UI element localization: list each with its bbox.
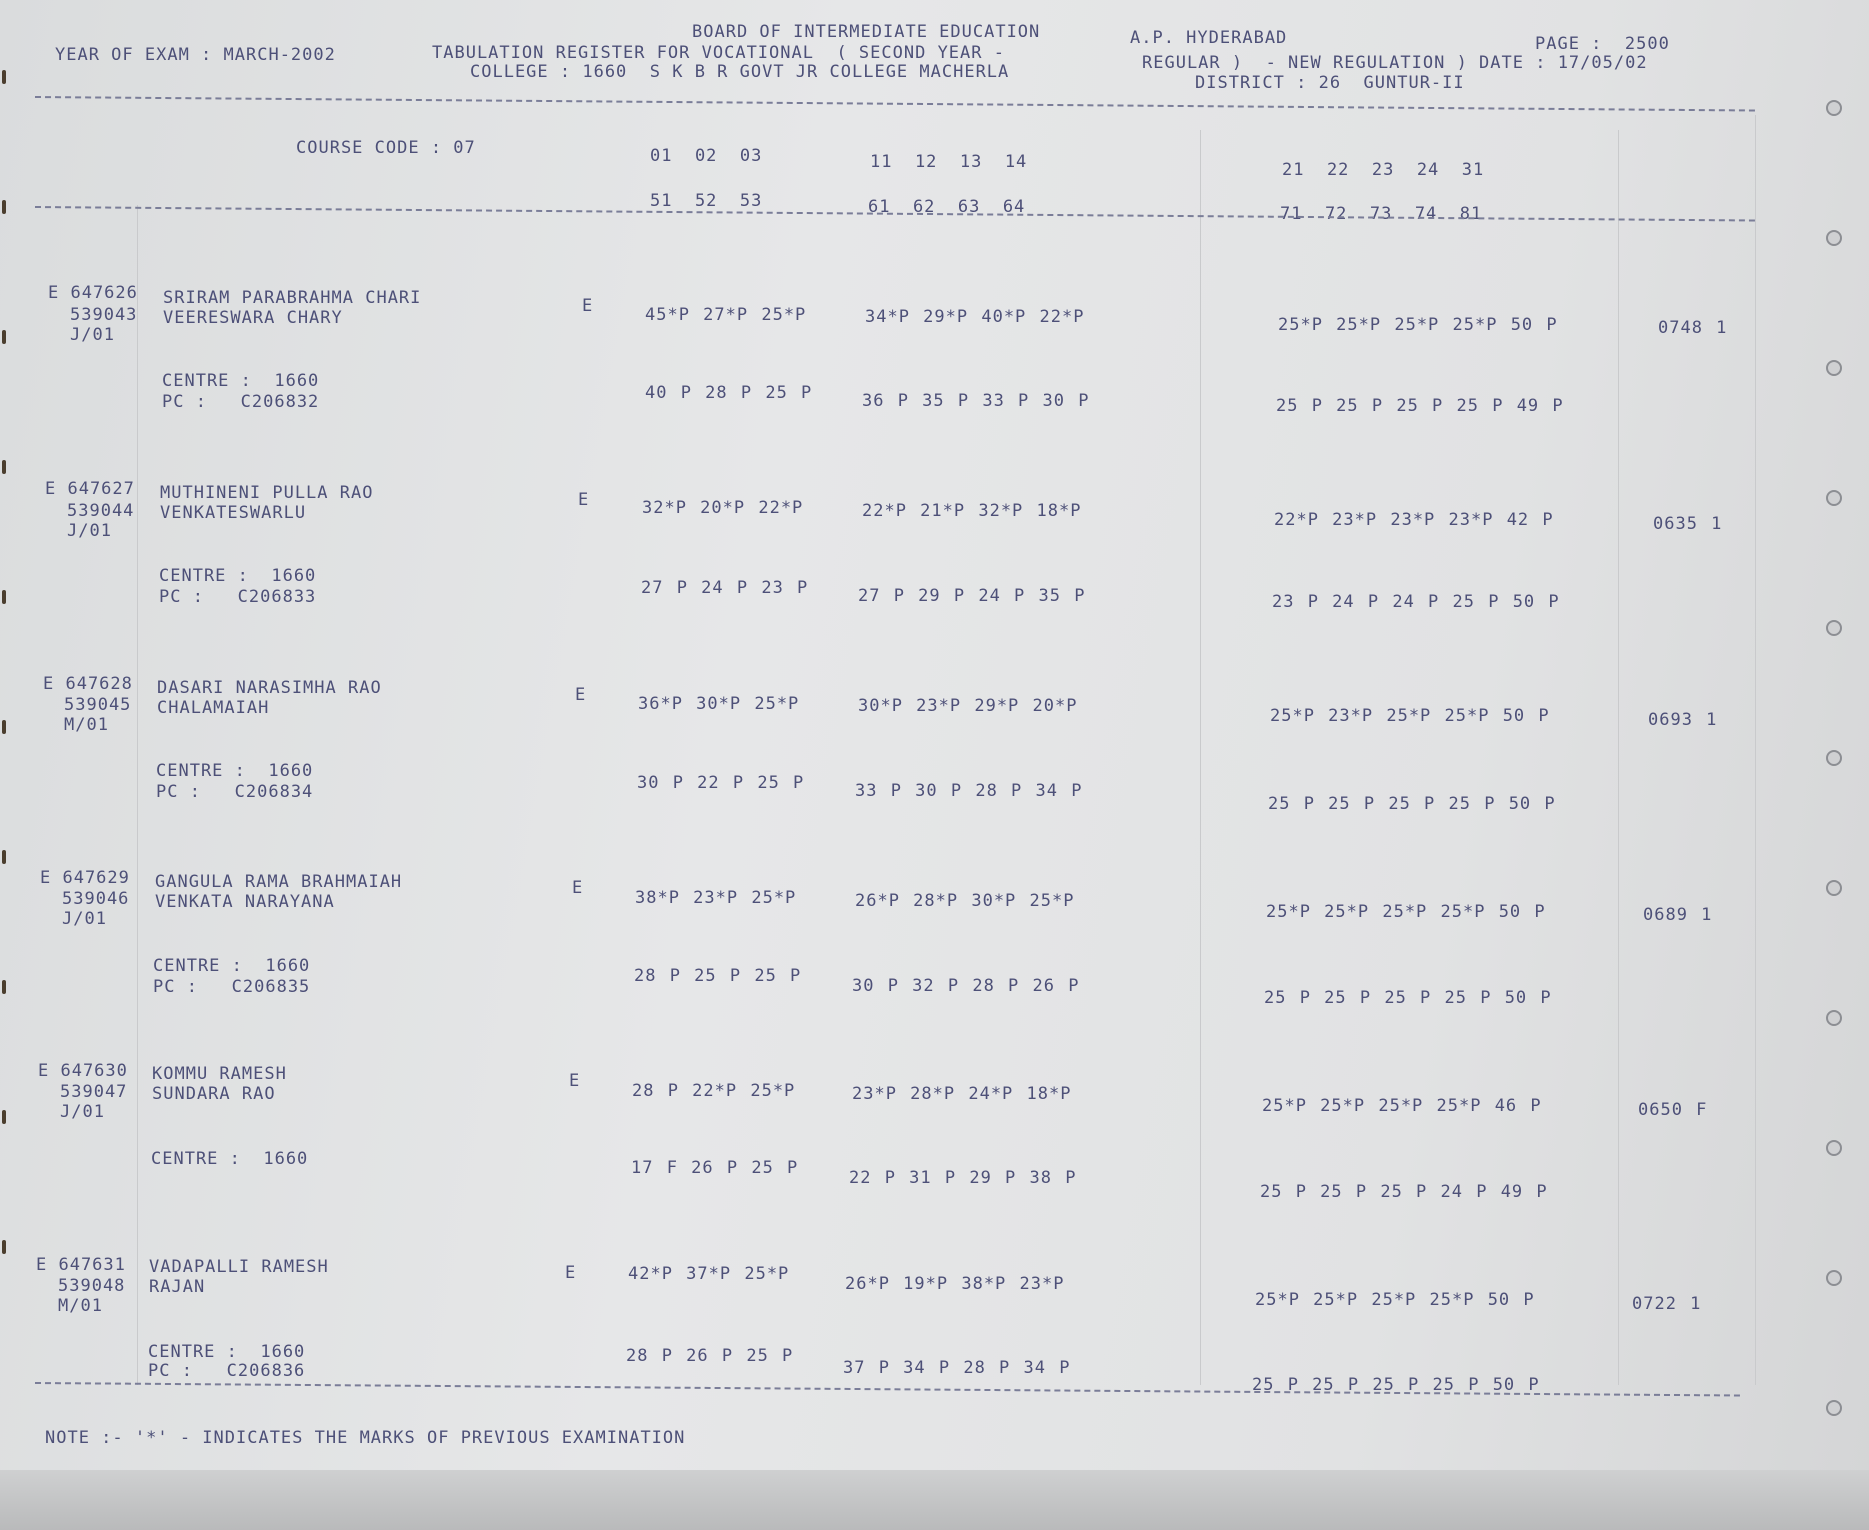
register-no: 539044 xyxy=(67,501,135,521)
header-divider xyxy=(35,96,1755,112)
total-and-result: 0693 1 xyxy=(1648,710,1718,730)
punch-hole xyxy=(1826,360,1842,376)
marks-row-1-g1: 45*P 27*P 25*P xyxy=(645,305,807,325)
marks-row-2-g3: 25 P 25 P 25 P 25 P 50 P xyxy=(1264,988,1552,1008)
punch-hole xyxy=(1826,100,1842,116)
pc-code: PC : C206833 xyxy=(159,587,317,607)
father-name: SUNDARA RAO xyxy=(152,1084,276,1104)
centre-code: CENTRE : 1660 xyxy=(153,956,311,976)
hall-ticket-no: E 647629 xyxy=(40,868,130,888)
column-rule xyxy=(1618,130,1619,1385)
group-code: J/01 xyxy=(70,325,115,345)
register-no: 539046 xyxy=(62,889,130,909)
total-and-result: 0650 F xyxy=(1638,1100,1708,1120)
course-code: COURSE CODE : 07 xyxy=(296,138,476,158)
marks-row-2-g1: 40 P 28 P 25 P xyxy=(645,383,813,403)
hall-ticket-no: E 647626 xyxy=(48,283,138,303)
marks-row-2-g3: 25 P 25 P 25 P 25 P 50 P xyxy=(1252,1375,1540,1395)
binding-mark xyxy=(2,850,6,864)
group-code: J/01 xyxy=(62,909,107,929)
centre-code: CENTRE : 1660 xyxy=(156,761,314,781)
student-name: GANGULA RAMA BRAHMAIAH xyxy=(155,872,403,892)
column-rule xyxy=(137,205,138,1385)
binding-mark xyxy=(2,70,6,84)
page-number: PAGE : 2500 xyxy=(1535,34,1670,54)
marks-row-2-g3: 25 P 25 P 25 P 25 P 49 P xyxy=(1276,396,1564,416)
register-no: 539043 xyxy=(70,305,138,325)
binding-mark xyxy=(2,720,6,734)
marks-row-1-g2: 23*P 28*P 24*P 18*P xyxy=(852,1084,1072,1104)
marks-row-1-g1: 42*P 37*P 25*P xyxy=(628,1264,790,1284)
register-no: 539047 xyxy=(60,1082,128,1102)
centre-code: CENTRE : 1660 xyxy=(148,1342,306,1362)
board-city: A.P. HYDERABAD xyxy=(1130,28,1288,48)
subject-codes-6: 71 72 73 74 81 xyxy=(1280,204,1483,224)
subject-codes-4: 51 52 53 xyxy=(650,191,763,211)
punch-hole xyxy=(1826,750,1842,766)
binding-mark xyxy=(2,980,6,994)
marks-row-1-g2: 22*P 21*P 32*P 18*P xyxy=(862,501,1082,521)
marks-row-1-g2: 34*P 29*P 40*P 22*P xyxy=(865,307,1085,327)
marks-row-2-g1: 27 P 24 P 23 P xyxy=(641,578,809,598)
group-code: J/01 xyxy=(67,521,112,541)
father-name: CHALAMAIAH xyxy=(157,698,270,718)
marks-row-2-g2: 27 P 29 P 24 P 35 P xyxy=(858,586,1086,606)
marks-row-1-g1: 32*P 20*P 22*P xyxy=(642,498,804,518)
marks-row-1-g3: 25*P 25*P 25*P 25*P 46 P xyxy=(1262,1096,1542,1116)
subject-codes-5: 61 62 63 64 xyxy=(868,197,1026,217)
punch-hole xyxy=(1826,1270,1842,1286)
hall-ticket-no: E 647627 xyxy=(45,479,135,499)
marks-row-2-g3: 25 P 25 P 25 P 25 P 50 P xyxy=(1268,794,1556,814)
binding-mark xyxy=(2,1110,6,1124)
punch-hole xyxy=(1826,490,1842,506)
marks-row-2-g1: 30 P 22 P 25 P xyxy=(637,773,805,793)
student-name: KOMMU RAMESH xyxy=(152,1064,287,1084)
page-bottom-shadow xyxy=(0,1470,1869,1530)
binding-mark xyxy=(2,460,6,474)
marks-row-1-g3: 25*P 23*P 25*P 25*P 50 P xyxy=(1270,706,1550,726)
punch-hole xyxy=(1826,1400,1842,1416)
punch-hole xyxy=(1826,230,1842,246)
student-name: VADAPALLI RAMESH xyxy=(149,1257,329,1277)
binding-mark xyxy=(2,590,6,604)
medium: E xyxy=(565,1263,577,1283)
hall-ticket-no: E 647631 xyxy=(36,1255,126,1275)
punch-hole xyxy=(1826,1010,1842,1026)
total-and-result: 0635 1 xyxy=(1653,514,1723,534)
medium: E xyxy=(578,490,590,510)
marks-row-1-g2: 26*P 19*P 38*P 23*P xyxy=(845,1274,1065,1294)
hall-ticket-no: E 647628 xyxy=(43,674,133,694)
marks-row-1-g1: 38*P 23*P 25*P xyxy=(635,888,797,908)
group-code: M/01 xyxy=(58,1296,103,1316)
pc-code: PC : C206835 xyxy=(153,977,311,997)
pc-code: PC : C206834 xyxy=(156,782,314,802)
centre-code: CENTRE : 1660 xyxy=(159,566,317,586)
marks-row-2-g3: 25 P 25 P 25 P 24 P 49 P xyxy=(1260,1182,1548,1202)
marks-row-2-g2: 37 P 34 P 28 P 34 P xyxy=(843,1358,1071,1378)
binding-mark xyxy=(2,200,6,214)
medium: E xyxy=(582,296,594,316)
column-rule xyxy=(1200,130,1201,1385)
marks-row-2-g2: 33 P 30 P 28 P 34 P xyxy=(855,781,1083,801)
marks-row-1-g2: 30*P 23*P 29*P 20*P xyxy=(858,696,1078,716)
total-and-result: 0748 1 xyxy=(1658,318,1728,338)
year-of-exam: YEAR OF EXAM : MARCH-2002 xyxy=(55,45,336,65)
marks-row-2-g2: 36 P 35 P 33 P 30 P xyxy=(862,391,1090,411)
column-rule xyxy=(1755,115,1756,1385)
total-and-result: 0722 1 xyxy=(1632,1294,1702,1314)
subject-codes-2: 11 12 13 14 xyxy=(870,152,1028,172)
marks-row-2-g1: 28 P 25 P 25 P xyxy=(634,966,802,986)
subject-codes-1: 01 02 03 xyxy=(650,146,763,166)
medium: E xyxy=(572,878,584,898)
centre-code: CENTRE : 1660 xyxy=(151,1149,309,1169)
father-name: RAJAN xyxy=(149,1277,206,1297)
marks-row-2-g2: 30 P 32 P 28 P 26 P xyxy=(852,976,1080,996)
total-and-result: 0689 1 xyxy=(1643,905,1713,925)
hall-ticket-no: E 647630 xyxy=(38,1061,128,1081)
register-title: TABULATION REGISTER FOR VOCATIONAL ( SECOND YEAR - xyxy=(432,43,1005,63)
group-code: J/01 xyxy=(60,1102,105,1122)
register-no: 539045 xyxy=(64,695,132,715)
punch-hole xyxy=(1826,880,1842,896)
student-name: MUTHINENI PULLA RAO xyxy=(160,483,374,503)
marks-row-2-g1: 17 F 26 P 25 P xyxy=(631,1158,799,1178)
marks-row-2-g2: 22 P 31 P 29 P 38 P xyxy=(849,1168,1077,1188)
marks-row-1-g3: 22*P 23*P 23*P 23*P 42 P xyxy=(1274,510,1554,530)
student-name: DASARI NARASIMHA RAO xyxy=(157,678,382,698)
marks-row-2-g1: 28 P 26 P 25 P xyxy=(626,1346,794,1366)
pc-code: PC : C206836 xyxy=(148,1361,306,1381)
medium: E xyxy=(575,685,587,705)
subject-codes-3: 21 22 23 24 31 xyxy=(1282,160,1485,180)
marks-row-1-g2: 26*P 28*P 30*P 25*P xyxy=(855,891,1075,911)
register-no: 539048 xyxy=(58,1276,126,1296)
punch-hole xyxy=(1826,620,1842,636)
student-name: SRIRAM PARABRAHMA CHARI xyxy=(163,288,422,308)
pc-code: PC : C206832 xyxy=(162,392,320,412)
group-code: M/01 xyxy=(64,715,109,735)
marks-row-1-g3: 25*P 25*P 25*P 25*P 50 P xyxy=(1278,315,1558,335)
marks-row-1-g3: 25*P 25*P 25*P 25*P 50 P xyxy=(1255,1290,1535,1310)
marks-row-1-g1: 36*P 30*P 25*P xyxy=(638,694,800,714)
father-name: VEERESWARA CHARY xyxy=(163,308,343,328)
father-name: VENKATA NARAYANA xyxy=(155,892,335,912)
medium: E xyxy=(569,1071,581,1091)
binding-mark xyxy=(2,330,6,344)
marks-row-1-g3: 25*P 25*P 25*P 25*P 50 P xyxy=(1266,902,1546,922)
punch-hole xyxy=(1826,1140,1842,1156)
board-name: BOARD OF INTERMEDIATE EDUCATION xyxy=(692,22,1041,42)
marks-row-1-g1: 28 P 22*P 25*P xyxy=(632,1081,796,1101)
binding-mark xyxy=(2,1240,6,1254)
centre-code: CENTRE : 1660 xyxy=(162,371,320,391)
father-name: VENKATESWARLU xyxy=(160,503,307,523)
college-name: COLLEGE : 1660 S K B R GOVT JR COLLEGE MACHERLA xyxy=(470,62,1010,82)
district: DISTRICT : 26 GUNTUR-II xyxy=(1195,73,1465,93)
regulation-and-date: REGULAR ) - NEW REGULATION ) DATE : 17/05/02 xyxy=(1142,53,1648,73)
footnote: NOTE :- '*' - INDICATES THE MARKS OF PREVIOUS EXAMINATION xyxy=(45,1428,686,1448)
marks-row-2-g3: 23 P 24 P 24 P 25 P 50 P xyxy=(1272,592,1560,612)
